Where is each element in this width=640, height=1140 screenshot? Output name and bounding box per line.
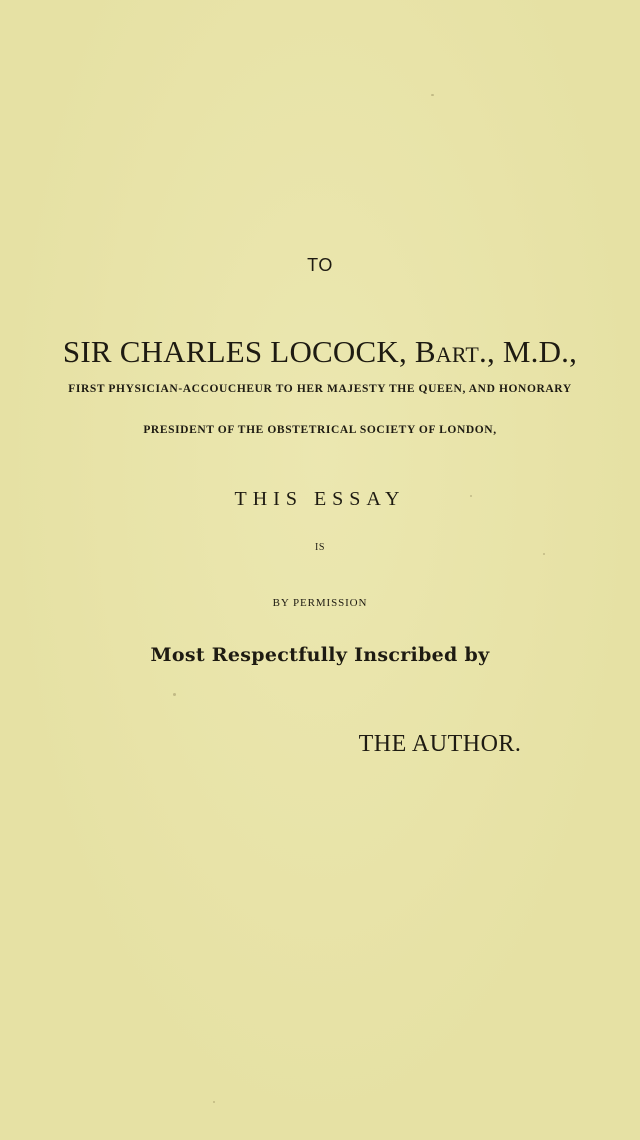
dedicatee-position-line-1: FIRST PHYSICIAN-ACCOUCHEUR TO HER MAJESTY THE QUEEN, AND HONORARY	[68, 383, 572, 395]
paper-speck	[543, 553, 545, 555]
dedicatee-position-line-2: PRESIDENT OF THE OBSTETRICAL SOCIETY OF LONDON,	[143, 424, 497, 436]
paper-speck	[173, 693, 176, 696]
dedicatee-main: SIR CHARLES LOCOCK,	[62, 334, 415, 369]
inscribed-line: Most Respectfully Inscribed by	[150, 644, 490, 666]
paper-speck	[213, 1101, 215, 1103]
by-permission: BY PERMISSION	[272, 597, 368, 609]
dedicatee-suffix: , M.D.,	[486, 334, 578, 369]
author-signature: THE AUTHOR.	[358, 731, 522, 757]
dedicatee-name	[0, 334, 640, 370]
this-essay: THIS ESSAY	[234, 488, 406, 510]
is-word: IS	[315, 542, 325, 553]
dedication-to: TO	[307, 255, 333, 275]
paper-speck	[431, 94, 434, 96]
paper-speck	[470, 495, 472, 497]
dedicatee-title: Bart.	[414, 334, 487, 369]
